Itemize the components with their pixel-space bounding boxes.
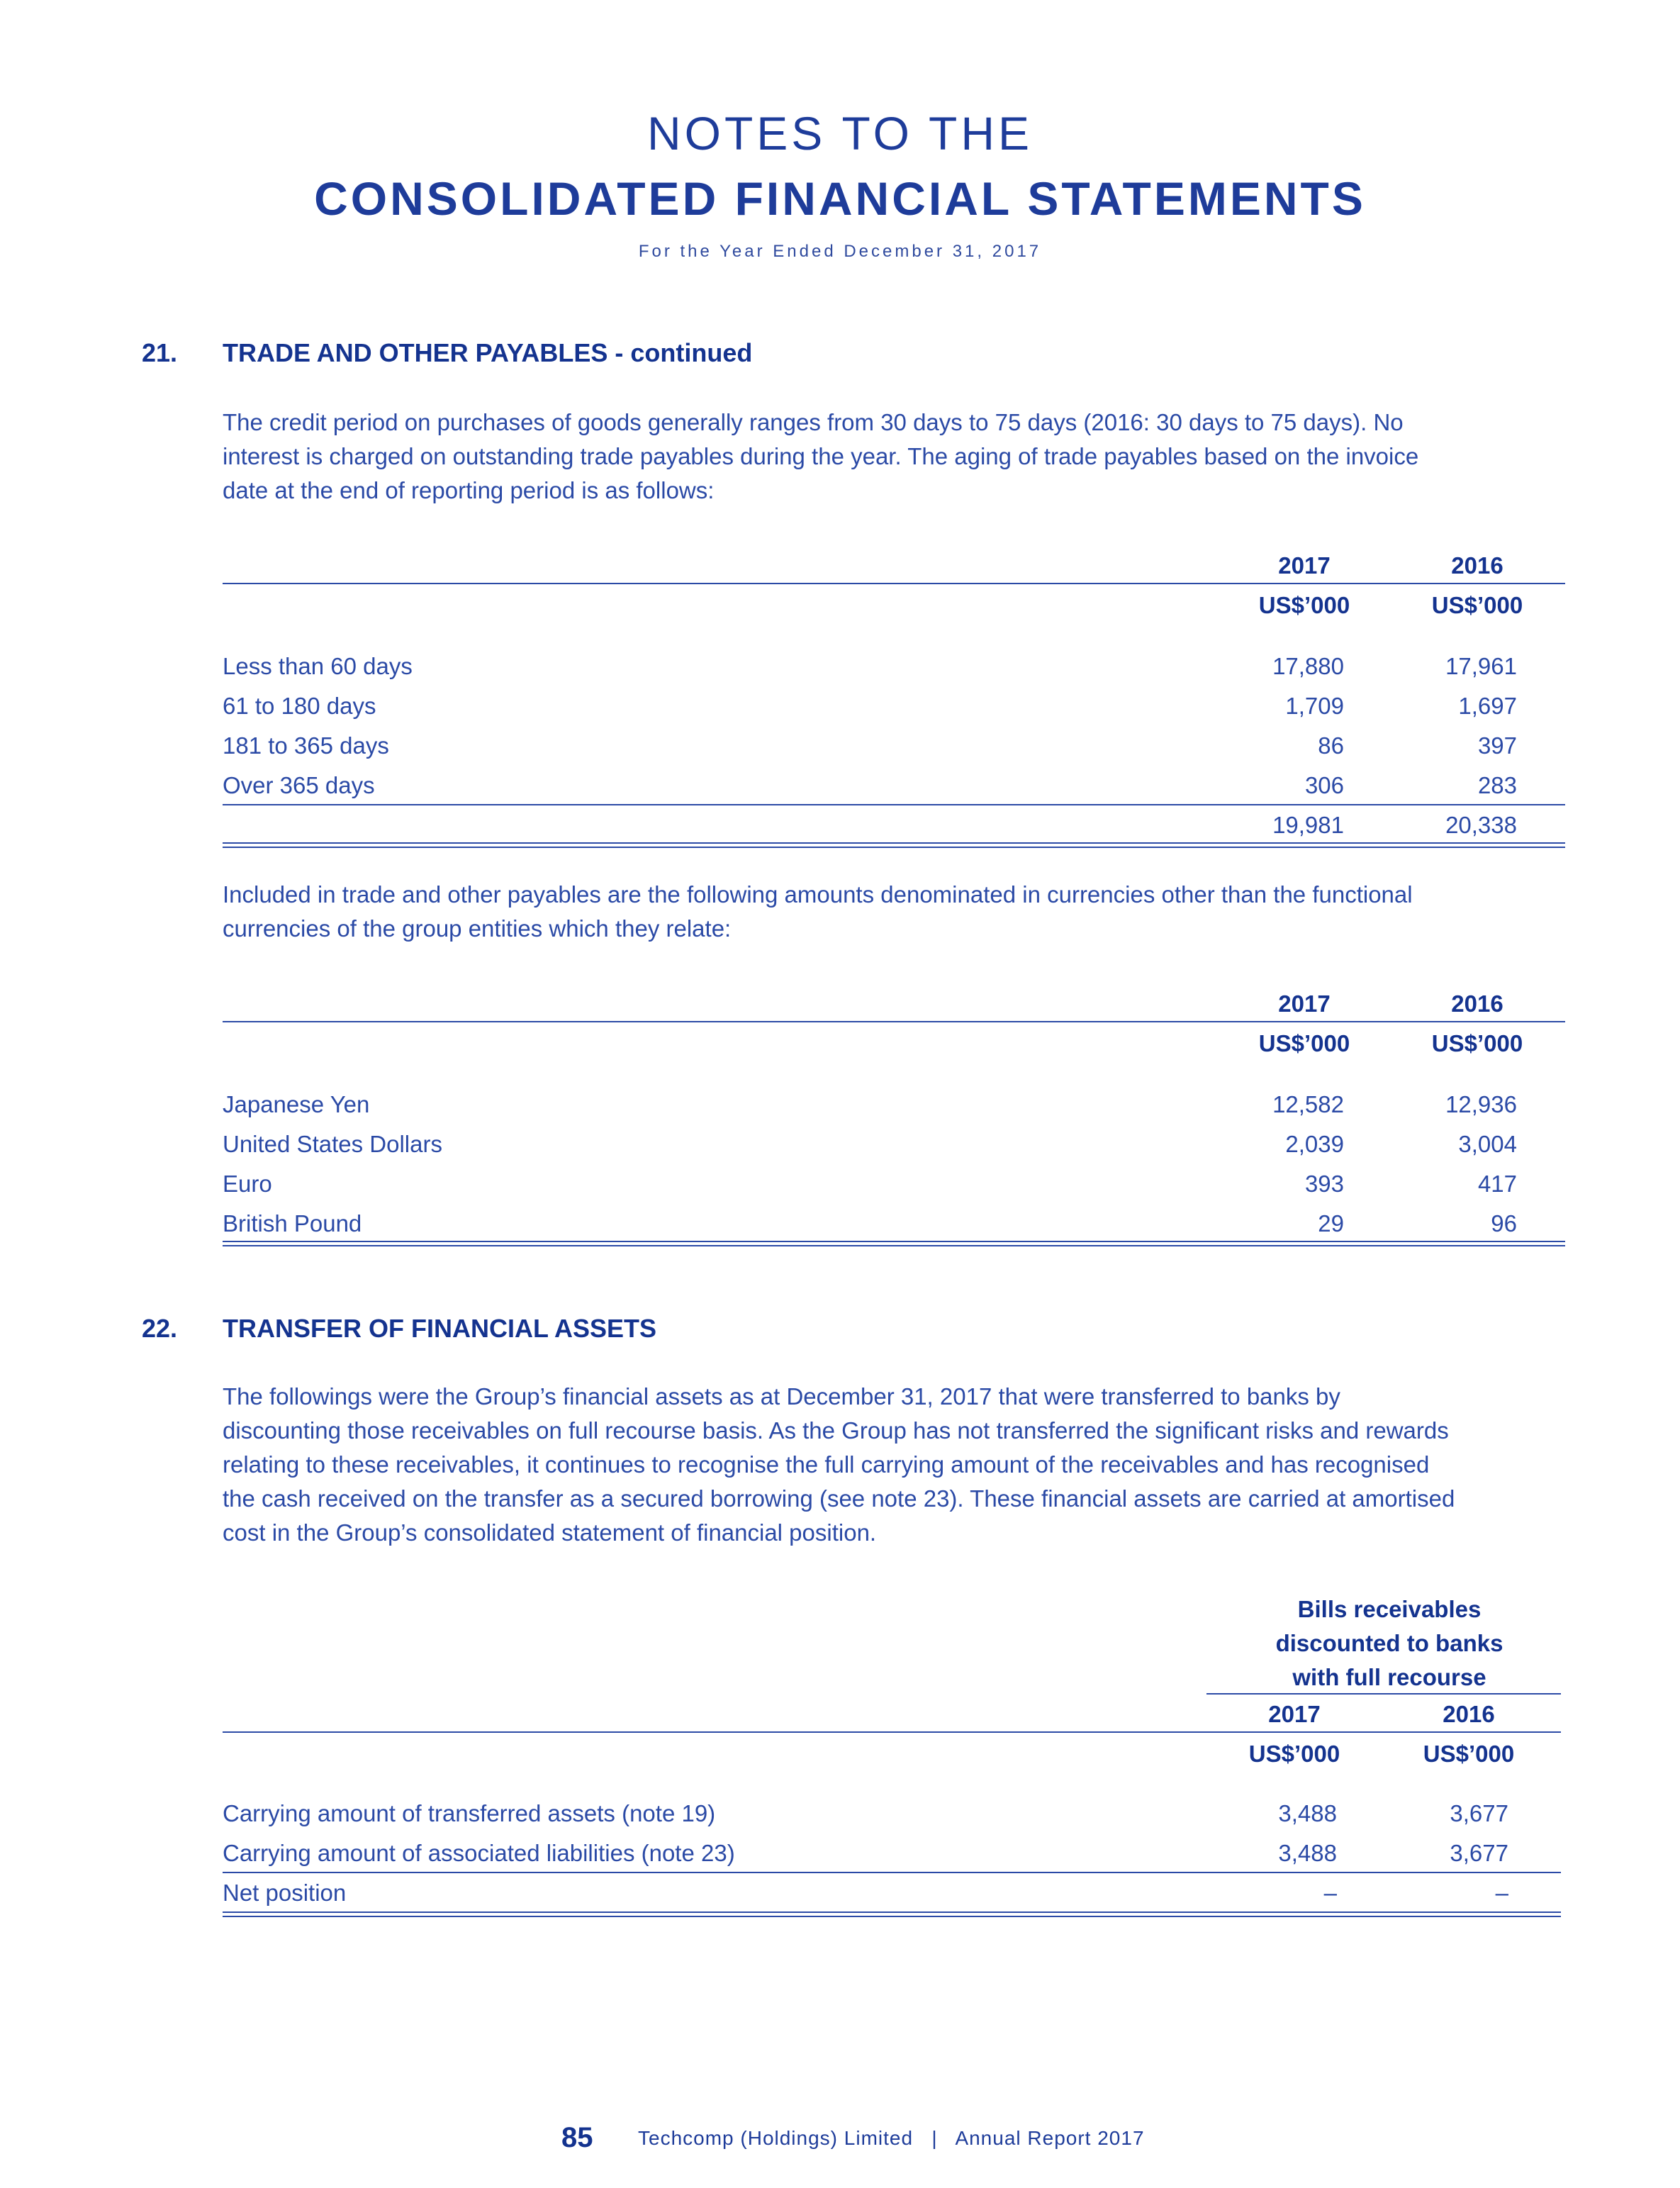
paragraph-line: The credit period on purchases of goods generally ranges from 30 days to 75 days (2016: 30 days to 75 days). No	[223, 409, 1404, 435]
value-2016: 3,004	[1458, 1131, 1517, 1157]
value-2016: 17,961	[1445, 653, 1517, 679]
row-label: Carrying amount of associated liabilities (note 23)	[223, 1840, 735, 1866]
value-2017: 3,488	[1278, 1840, 1337, 1866]
row-label: United States Dollars	[223, 1131, 442, 1157]
value-2017: 2,039	[1285, 1131, 1344, 1157]
group-header-line: with full recourse	[1292, 1664, 1486, 1690]
column-year-2016: 2016	[1443, 1701, 1495, 1727]
paragraph-line: cost in the Group’s consolidated statement of financial position.	[223, 1519, 877, 1546]
paragraph-line: discounting those receivables on full recourse basis. As the Group has not transferred the significant risks and rewards	[223, 1417, 1449, 1444]
table-double-rule	[223, 842, 1565, 848]
table-double-rule	[223, 1241, 1565, 1246]
row-label: British Pound	[223, 1210, 362, 1237]
section-21-paragraph-1	[223, 406, 1565, 508]
row-label: Over 365 days	[223, 772, 375, 798]
column-unit-2017: US$’000	[1248, 1741, 1340, 1767]
value-2016: 96	[1491, 1210, 1517, 1237]
paragraph-line: the cash received on the transfer as a secured borrowing (see note 23). These financial assets are carried at amortised	[223, 1485, 1455, 1512]
column-unit-2017: US$’000	[1258, 1030, 1350, 1056]
section-22-title: TRANSFER OF FINANCIAL ASSETS	[223, 1314, 657, 1343]
table-rule	[223, 1021, 1565, 1022]
group-column-header	[1205, 1592, 1574, 1695]
section-21-paragraph-2	[223, 878, 1565, 946]
group-header-line: discounted to banks	[1275, 1630, 1503, 1656]
net-2017: –	[1323, 1880, 1337, 1906]
total-2017: 19,981	[1272, 812, 1344, 838]
header-line-2: CONSOLIDATED FINANCIAL STATEMENTS	[314, 172, 1366, 225]
value-2017: 393	[1304, 1171, 1344, 1197]
section-21-title: TRADE AND OTHER PAYABLES - continued	[223, 338, 753, 367]
table-rule	[223, 1872, 1561, 1873]
paragraph-line: date at the end of reporting period is as follows:	[223, 477, 715, 503]
value-2016: 417	[1477, 1171, 1517, 1197]
paragraph-line: interest is charged on outstanding trade payables during the year. The aging of trade payables based on the invoice	[223, 443, 1419, 469]
row-label: Net position	[223, 1880, 347, 1906]
column-unit-2017: US$’000	[1258, 592, 1350, 618]
value-2016: 283	[1477, 772, 1517, 798]
value-2016: 1,697	[1458, 693, 1517, 719]
value-2017: 3,488	[1278, 1800, 1337, 1826]
value-2016: 397	[1477, 732, 1517, 759]
row-label: 181 to 365 days	[223, 732, 389, 759]
value-2017: 17,880	[1272, 653, 1344, 679]
paragraph-line: relating to these receivables, it continues to recognise the full carrying amount of the receivables and has recognised	[223, 1451, 1430, 1478]
row-label: Japanese Yen	[223, 1091, 370, 1117]
page-number: 85	[561, 2122, 593, 2153]
group-header-line: Bills receivables	[1297, 1596, 1482, 1622]
row-label: Less than 60 days	[223, 653, 413, 679]
value-2016: 3,677	[1450, 1840, 1508, 1866]
paragraph-line: Included in trade and other payables are the following amounts denominated in currencies other than the functional	[223, 881, 1413, 908]
section-22-number: 22.	[142, 1314, 178, 1343]
paragraph-line: The followings were the Group’s financial assets as at December 31, 2017 that were transferred to banks by	[223, 1383, 1340, 1410]
column-unit-2016: US$’000	[1431, 1030, 1523, 1056]
value-2016: 12,936	[1445, 1091, 1517, 1117]
table-rule	[223, 1731, 1561, 1733]
total-2016: 20,338	[1445, 812, 1517, 838]
section-21-number: 21.	[142, 338, 178, 367]
value-2017: 86	[1318, 732, 1344, 759]
header-line-1: NOTES TO THE	[646, 107, 1034, 160]
value-2017: 29	[1318, 1210, 1344, 1237]
column-year-2017: 2017	[1278, 552, 1331, 579]
table-double-rule	[223, 1911, 1561, 1917]
header-line-3: For the Year Ended December 31, 2017	[638, 242, 1042, 261]
row-label: Euro	[223, 1171, 272, 1197]
column-year-2016: 2016	[1451, 552, 1503, 579]
net-2016: –	[1495, 1880, 1508, 1906]
section-22-paragraph	[223, 1380, 1565, 1550]
column-unit-2016: US$’000	[1423, 1741, 1515, 1767]
table-rule	[223, 804, 1565, 805]
value-2017: 12,582	[1272, 1091, 1344, 1117]
value-2017: 1,709	[1285, 693, 1344, 719]
row-label: 61 to 180 days	[223, 693, 376, 719]
group-header-rule	[1206, 1693, 1561, 1695]
column-year-2016: 2016	[1451, 990, 1503, 1017]
column-unit-2016: US$’000	[1431, 592, 1523, 618]
paragraph-line: currencies of the group entities which they relate:	[223, 915, 732, 942]
table-rule	[223, 583, 1565, 584]
row-label: Carrying amount of transferred assets (note 19)	[223, 1800, 716, 1826]
value-2016: 3,677	[1450, 1800, 1508, 1826]
column-year-2017: 2017	[1278, 990, 1331, 1017]
footer-text: Techcomp (Holdings) Limited | Annual Report 2017	[638, 2127, 1145, 2149]
column-year-2017: 2017	[1268, 1701, 1321, 1727]
value-2017: 306	[1304, 772, 1344, 798]
